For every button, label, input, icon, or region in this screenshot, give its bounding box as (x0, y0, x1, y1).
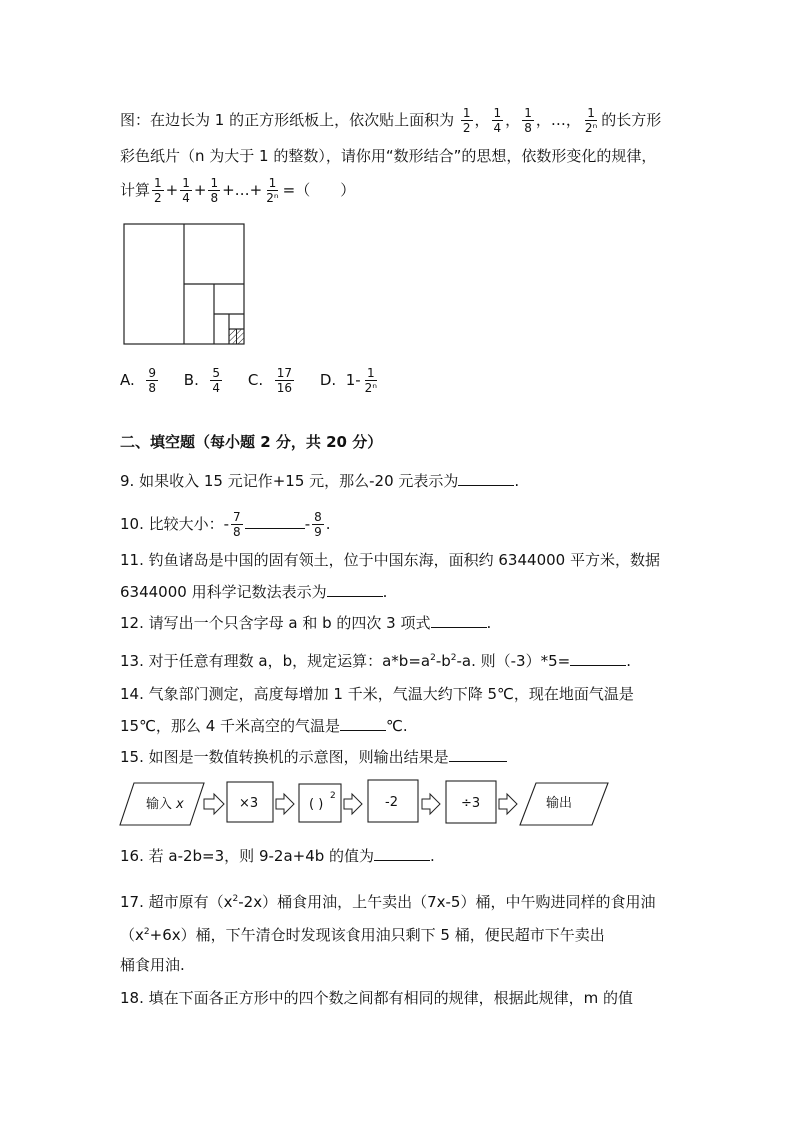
flow-diagram (116, 778, 616, 830)
question-14-line2: 15℃，那么 4 千米高空的气温是 ℃. (120, 717, 408, 735)
flow-step-square-exp: 2 (330, 791, 336, 801)
fraction: $\frac{1}{2}$ (154, 176, 162, 205)
question-17-line2: $(x^2+6x)$桶，下午清仓时发现该食用油只剩下 5 桶，便民超市下午卖出 (120, 926, 605, 944)
q8-text: 图：在边长为 1 的正方形纸板上，依次贴上面积为 (120, 111, 455, 129)
square-figure (122, 222, 246, 346)
arrow-icon (276, 794, 294, 814)
answer-blank[interactable] (327, 582, 383, 597)
answer-blank[interactable] (570, 651, 626, 666)
fraction: $\frac{1}{\text{2ⁿ}}$ (266, 176, 279, 205)
flow-step-div3: ÷3 (461, 796, 481, 811)
answer-blank[interactable] (449, 747, 507, 762)
question-13: 13. 对于任意有理数 a，b，规定运算：$a*b=a^2-b^2-a$. 则（-3）*5= . (120, 652, 631, 670)
answer-blank[interactable] (458, 471, 514, 486)
question-11-line2: 6344000 用科学记数法表示为 . (120, 583, 388, 601)
option-b[interactable]: B. $\frac{5}{4}$ (183, 366, 221, 395)
arrow-icon (499, 794, 517, 814)
flow-input-var: x (176, 797, 184, 812)
question-16: 16. 若 a-2b=3，则 9-2a+4b 的值为 . (120, 847, 435, 865)
answer-blank[interactable] (245, 514, 305, 529)
question-9: 9. 如果收入 15 元记作+15 元，那么-20 元表示为 . (120, 472, 520, 490)
flow-output-label: 输出 (546, 796, 573, 811)
question-15: 15. 如图是一数值转换机的示意图，则输出结果是 (120, 747, 507, 767)
fraction: $\frac{1}{4}$ (493, 106, 502, 135)
answer-blank[interactable] (340, 716, 386, 731)
option-d[interactable]: D. 1- $\frac{1}{\text{2ⁿ}}$ (319, 366, 378, 395)
fraction: $\frac{1}{\text{2ⁿ}}$ (584, 106, 598, 135)
arrow-icon (422, 794, 440, 814)
flow-step-minus2: -2 (385, 795, 398, 810)
flow-input-label: 输入 (146, 797, 173, 812)
option-c[interactable]: C. $\frac{17}{16}$ (247, 366, 292, 395)
fraction: $\frac{1}{8}$ (524, 106, 532, 135)
flow-step-times3: ×3 (239, 796, 259, 811)
q8-options (120, 366, 381, 395)
q8-line1: 图：在边长为 1 的正方形纸板上，依次贴上面积为 $\frac{1}{2}$ ， $\frac{1}{4}$ ， $\frac{1}{8}$ ，…， $\frac{1}{\text{2ⁿ}}$ 的长方形 (120, 106, 662, 135)
fraction: $\frac{1}{4}$ (182, 176, 190, 205)
question-18: 18. 填在下面各正方形中的四个数之间都有相同的规律，根据此规律，m 的值 (120, 989, 634, 1007)
arrow-icon (204, 794, 224, 814)
option-a[interactable]: A. $\frac{9}{8}$ (120, 366, 156, 395)
question-17-line1: 17. 超市原有$(x^2-2x)$桶食用油，上午卖出（7x-5）桶，中午购进同样的食用油 (120, 893, 656, 911)
question-10: 10. 比较大小：- $\frac{7}{8}$ - $\frac{8}{9}$ . (120, 510, 331, 539)
flow-step-square: ( ) (309, 797, 324, 812)
arrow-icon (344, 794, 362, 814)
fraction: $\frac{1}{8}$ (210, 176, 219, 205)
q8-line2: 彩色纸片（n 为大于 1 的整数），请你用“数形结合”的思想，依数形变化的规律， (120, 147, 657, 165)
fraction: $\frac{1}{2}$ (462, 106, 471, 135)
question-14-line1: 14. 气象部门测定，高度每增加 1 千米，气温大约下降 5℃，现在地面气温是 (120, 685, 634, 703)
answer-blank[interactable] (431, 613, 487, 628)
question-17-line3: 桶食用油. (120, 956, 185, 974)
answer-blank[interactable] (374, 846, 430, 861)
section-heading: 二、填空题（每小题 2 分，共 20 分） (120, 433, 383, 451)
question-11-line1: 11. 钓鱼诸岛是中国的固有领土，位于中国东海，面积约 6344000 平方米，数据 (120, 551, 660, 569)
question-12: 12. 请写出一个只含字母 a 和 b 的四次 3 项式 . (120, 614, 492, 632)
q8-line3: 计算 $\frac{1}{2}$ + $\frac{1}{4}$ + $\frac{1}{8}$ +…+ $\frac{1}{\text{2ⁿ}}$ =（ ） (120, 176, 356, 205)
